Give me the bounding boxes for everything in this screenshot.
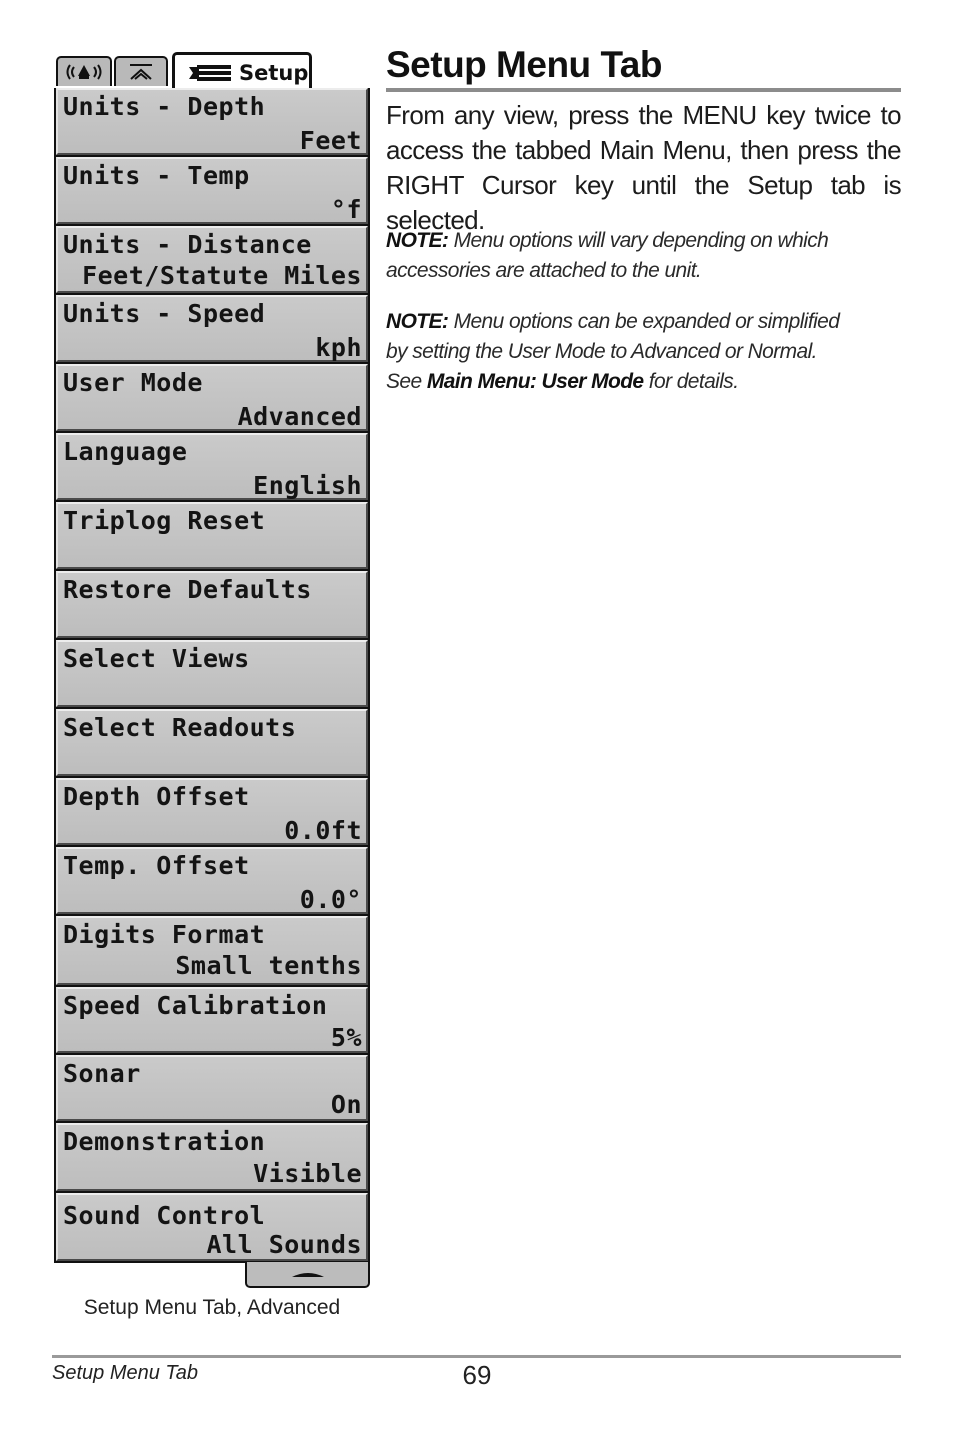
menu-item-label: Sonar [63, 1059, 141, 1088]
menu-item-temp-offset[interactable] [56, 847, 368, 914]
menu-item-value: Advanced [237, 402, 362, 431]
menu-item-label: Language [63, 437, 188, 466]
menu-item-label: Triplog Reset [63, 506, 266, 535]
menu-item-user-mode[interactable] [56, 364, 368, 431]
menu-item-sound-control[interactable] [56, 1193, 368, 1261]
tab-setup-label: Setup [239, 60, 309, 85]
menu-item-speed-calibration[interactable] [56, 987, 368, 1053]
menu-item-value: kph [315, 333, 362, 362]
menu-item-value: °f [330, 195, 362, 224]
menu-item-demonstration[interactable] [56, 1123, 368, 1191]
menu-item-value: 0.0ft [284, 816, 362, 845]
accessories-icon [127, 62, 155, 82]
menu-item-label: Demonstration [63, 1127, 266, 1156]
alarm-icon [62, 62, 106, 82]
tab-accessories[interactable] [114, 56, 168, 86]
menu-item-label: Units - Distance [63, 230, 312, 259]
menu-item-value: Feet [299, 126, 362, 155]
page-number: 69 [462, 1360, 492, 1390]
menu-item-language[interactable] [56, 433, 368, 500]
menu-item-label: Temp. Offset [63, 851, 250, 880]
menu-item-label: Select Views [63, 644, 250, 673]
body-paragraph: From any view, press the MENU key twice to access the tabbed Main Menu, then press the RIGHT Cursor key until the Setup tab is selected. [386, 100, 901, 235]
menu-item-value: On [330, 1090, 362, 1119]
menu-item-label: Sound Control [63, 1201, 266, 1230]
menu-item-units-depth[interactable] [56, 88, 368, 155]
page-title: Setup Menu Tab [386, 44, 662, 85]
menu-item-value: English [253, 471, 362, 500]
menu-item-units-temp[interactable] [56, 157, 368, 224]
menu-item-digits-format[interactable] [56, 916, 368, 985]
menu-item-value: Small tenths [175, 951, 362, 980]
note-label: NOTE: [386, 229, 449, 252]
menu-item-select-views[interactable] [56, 640, 368, 707]
note-text: Menu options can be expanded or simplified by setting the User Mode to Advanced or Normal. See [386, 310, 840, 393]
menu-item-value: 0.0° [299, 885, 362, 914]
title-rule [386, 88, 901, 92]
menu-item-select-readouts[interactable] [56, 709, 368, 776]
setup-wrench-icon [187, 63, 233, 83]
menu-item-label: Select Readouts [63, 713, 297, 742]
menu-item-label: Units - Speed [63, 299, 266, 328]
menu-item-label: Depth Offset [63, 782, 250, 811]
menu-item-depth-offset[interactable] [56, 778, 368, 845]
note-reference: Main Menu: User Mode [426, 370, 644, 393]
menu-tabs [54, 52, 370, 90]
note-user-mode [386, 307, 856, 397]
menu-item-value: Feet/Statute Miles [82, 261, 362, 290]
footer-section-name: Setup Menu Tab [52, 1362, 199, 1384]
tab-setup[interactable] [172, 52, 312, 90]
scroll-up-icon [288, 1268, 328, 1280]
footer-rule [52, 1355, 901, 1358]
note-label: NOTE: [386, 310, 449, 333]
figure-caption: Setup Menu Tab, Advanced [83, 1296, 341, 1319]
menu-item-value: Visible [253, 1159, 362, 1188]
scroll-indicator[interactable] [245, 1262, 370, 1288]
menu-item-label: Restore Defaults [63, 575, 312, 604]
menu-item-label: Units - Depth [63, 92, 266, 121]
setup-menu [54, 88, 370, 1263]
menu-item-value: All Sounds [206, 1230, 362, 1259]
menu-item-triplog-reset[interactable] [56, 502, 368, 569]
menu-item-label: Speed Calibration [63, 991, 328, 1020]
note-options-vary [386, 226, 856, 286]
menu-item-label: Digits Format [63, 920, 266, 949]
menu-item-value: 5% [330, 1023, 362, 1052]
menu-item-units-speed[interactable] [56, 295, 368, 362]
tab-alarms[interactable] [56, 56, 112, 86]
menu-item-label: User Mode [63, 368, 203, 397]
note-tail: for details. [648, 370, 739, 393]
menu-item-units-distance[interactable] [56, 226, 368, 293]
menu-item-sonar[interactable] [56, 1055, 368, 1121]
note-text: Menu options will vary depending on which accessories are attached to the unit. [386, 229, 829, 282]
menu-item-restore-defaults[interactable] [56, 571, 368, 638]
menu-item-label: Units - Temp [63, 161, 250, 190]
